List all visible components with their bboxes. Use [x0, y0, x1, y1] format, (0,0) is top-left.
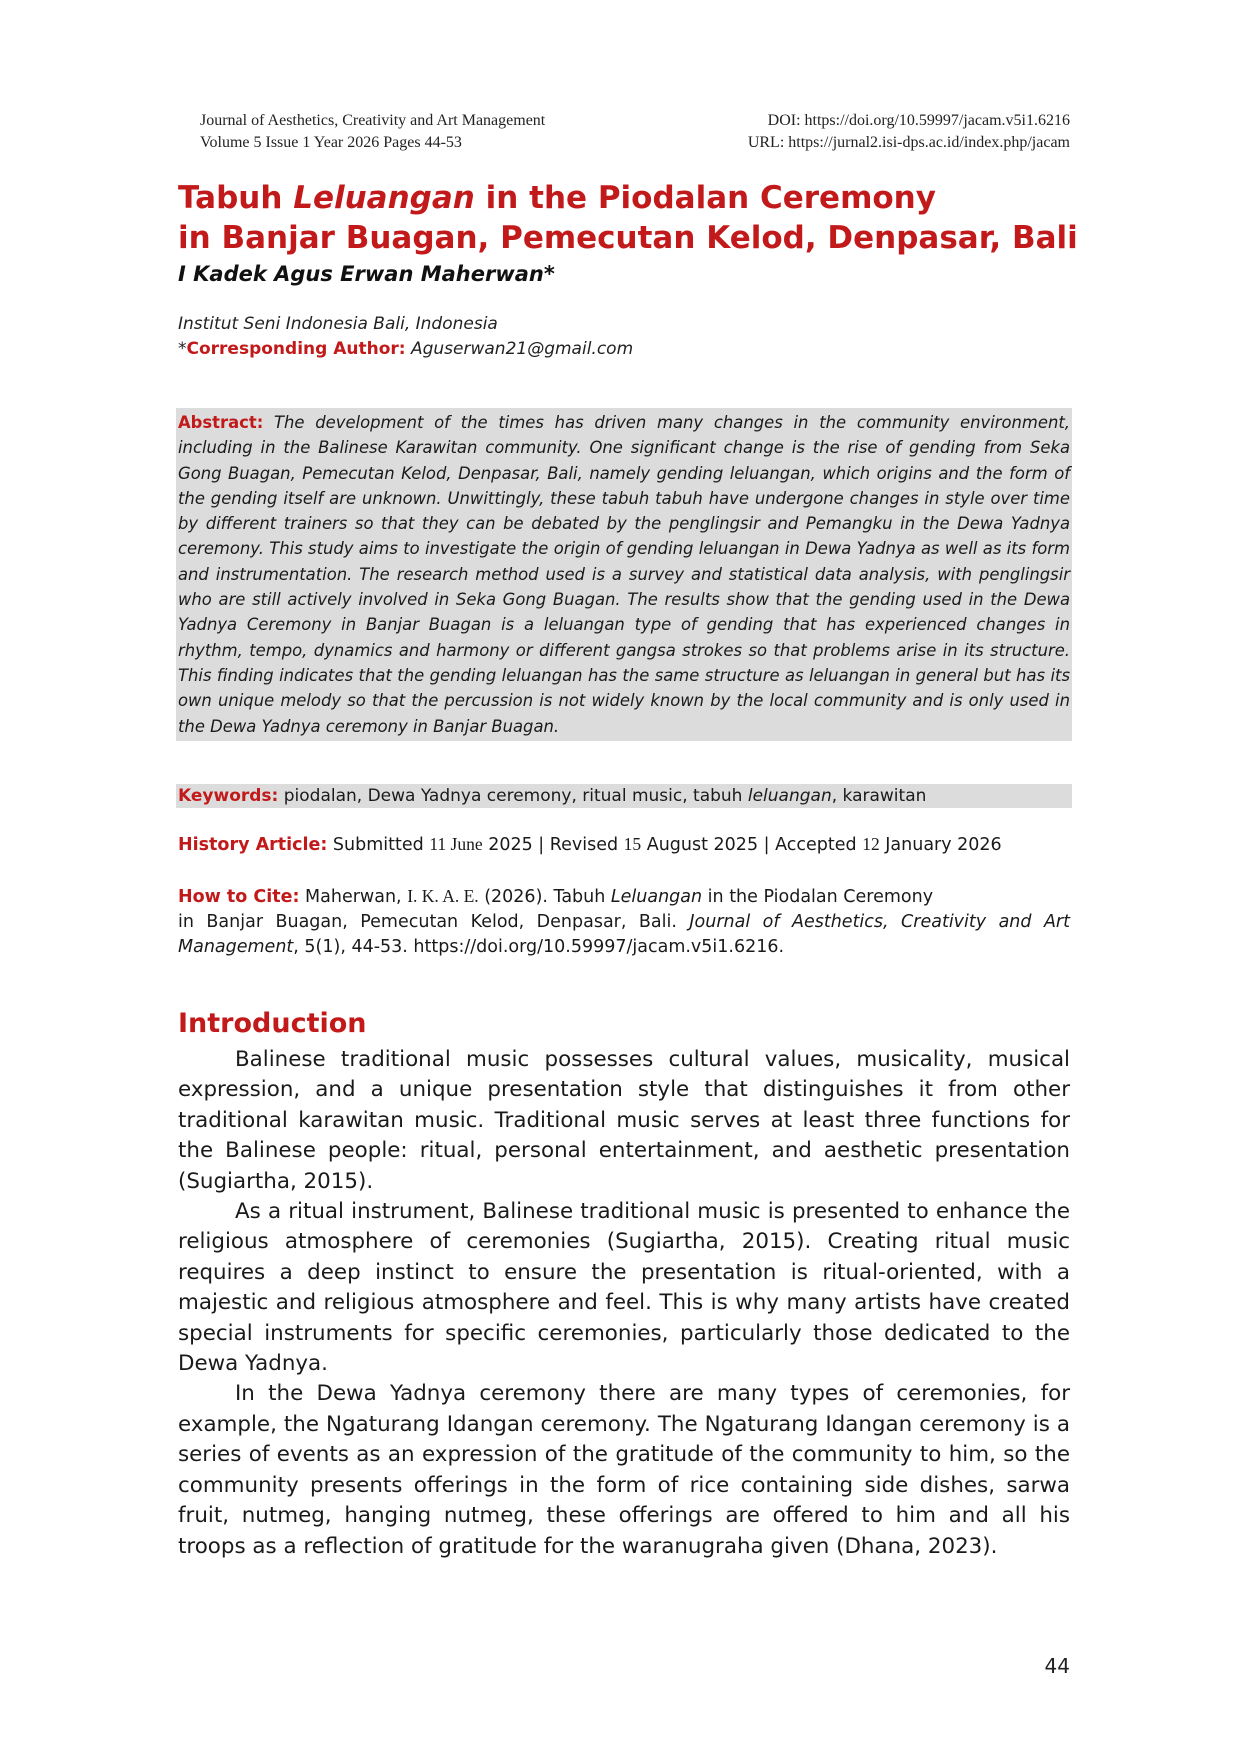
history-text-3: August 2025 | Accepted	[641, 835, 863, 855]
article-title	[178, 178, 1078, 258]
paragraph: In the Dewa Yadnya ceremony there are many types of ceremonies, for example, the Ngaturang Idangan ceremony. The Ngaturang Idangan ceremony is a series of events as an expression of the gratitude of the community to him, so the community presents offerings in the form of rice containing side dishes, sarwa fruit, nutmeg, hanging nutmeg, these offerings are offered to him and all his troops as a reflection of gratitude for the waranugraha given (Dhana, 2023).	[178, 1381, 1070, 1559]
abstract-label: Abstract:	[178, 413, 264, 432]
cite-journal-end: Management	[178, 937, 294, 957]
history-article	[178, 832, 1002, 857]
title-line-2: in Banjar Buagan, Pemecutan Kelod, Denpasar, Bali	[178, 220, 1078, 256]
abstract-text: The development of the times has driven many changes in the community environment, including in the Balinese Karawitan community. One significant change is the rise of gending from Seka Gong Buagan, Pemecutan Kelod, Denpasar, Bali, namely gending leluangan, which origins and the form of the gending itself are unknown. Unwittingly, these tabuh tabuh have undergone changes in style over time by different trainers so that they can be debated by the penglingsir and Pemangku in the Dewa Yadnya ceremony. This study aims to investigate the origin of gending leluangan in Dewa Yadnya as well as its form and instrumentation. The research method used is a survey and statistical data analysis, with penglingsir who are still actively involved in Seka Gong Buagan. The results show that the gending used in the Dewa Yadnya Ceremony in Banjar Buagan is a leluangan type of gending that has experienced changes in rhythm, tempo, dynamics and harmony or different gangsa strokes so that problems arise in its structure. This finding indicates that the gending leluangan has the same structure as leluangan in general but has its own unique melody so that the percussion is not widely known by the local community and is only used in the Dewa Yadnya ceremony in Banjar Buagan.	[178, 413, 1070, 736]
title-part-2: in the Piodalan Ceremony	[474, 180, 936, 216]
keywords-box	[176, 784, 1072, 808]
paragraph: Balinese traditional music possesses cultural values, musicality, musical expression, and a unique presentation style that distinguishes it from other traditional karawitan music. Traditional music serves at least three functions for the Balinese people: ritual, personal entertainment, and aesthetic presentation (Sugiartha, 2015).	[178, 1047, 1070, 1194]
cite-year: (2026). Tabuh	[478, 887, 611, 907]
doi-link[interactable]: DOI: https://doi.org/10.59997/jacam.v5i1.6216	[767, 112, 1070, 129]
history-accepted-date: 12	[862, 834, 880, 854]
keywords-text-2: , karawitan	[831, 786, 927, 806]
author-name: I Kadek Agus Erwan Maherwan*	[178, 262, 555, 286]
cite-label: How to Cite:	[178, 887, 300, 907]
cite-title-rest: in the Piodalan Ceremony	[702, 887, 934, 907]
corresponding-label: Corresponding Author:	[186, 339, 406, 359]
keywords-italic: leluangan	[747, 786, 832, 806]
header-left	[200, 110, 545, 154]
introduction-body	[178, 1045, 1070, 1562]
corresponding-author	[178, 337, 633, 362]
section-heading: Introduction	[178, 1008, 367, 1039]
volume-info: Volume 5 Issue 1 Year 2026 Pages 44-53	[200, 134, 462, 151]
header-right	[748, 110, 1070, 154]
journal-name: Journal of Aesthetics, Creativity and Art Management	[200, 112, 546, 129]
title-part-1: Tabuh	[178, 180, 294, 216]
history-text-4: January 2026	[879, 835, 1002, 855]
cite-location: in Banjar Buagan, Pemecutan Kelod, Denpasar, Bali.	[178, 912, 690, 932]
keywords-text-1: piodalan, Dewa Yadnya ceremony, ritual music, tabuh	[278, 786, 748, 806]
journal-url[interactable]: URL: https://jurnal2.isi-dps.ac.id/index.php/jacam	[747, 134, 1070, 151]
affiliation: Institut Seni Indonesia Bali, Indonesia	[178, 314, 498, 334]
cite-title-italic: Leluangan	[610, 887, 703, 907]
cite-doi[interactable]: , 5(1), 44-53. https://doi.org/10.59997/jacam.v5i1.6216.	[293, 937, 785, 957]
cite-line-3	[178, 935, 1070, 960]
keywords-label: Keywords:	[178, 786, 279, 806]
cite-initials: I. K. A. E.	[407, 886, 479, 906]
cite-line-2	[178, 910, 1070, 935]
history-text-1: Submitted	[327, 835, 430, 855]
history-submitted-date: 11 June	[429, 834, 483, 854]
title-italic: Leluangan	[293, 180, 475, 216]
abstract-box	[176, 408, 1072, 741]
how-to-cite	[178, 884, 1070, 960]
cite-author: Maherwan,	[299, 887, 408, 907]
history-revised-date: 15	[623, 834, 642, 854]
cite-line-1	[178, 884, 1070, 910]
history-label: History Article:	[178, 835, 328, 855]
cite-journal: Journal of Aesthetics, Creativity and Art	[689, 912, 1070, 932]
paragraph: As a ritual instrument, Balinese traditional music is presented to enhance the religious atmosphere of ceremonies (Sugiartha, 2015). Creating ritual music requires a deep instinct to ensure the presentation is ritual-oriented, with a majestic and religious atmosphere and feel. This is why many artists have created special instruments for specific ceremonies, particularly those dedicated to the Dewa Yadnya.	[178, 1199, 1070, 1377]
corresponding-email[interactable]: Aguserwan21@gmail.com	[410, 339, 634, 359]
title-line-1	[178, 178, 1078, 218]
history-text-2: 2025 | Revised	[482, 835, 624, 855]
page-number: 44	[1044, 1654, 1070, 1678]
corresponding-asterisk: *	[178, 339, 187, 359]
